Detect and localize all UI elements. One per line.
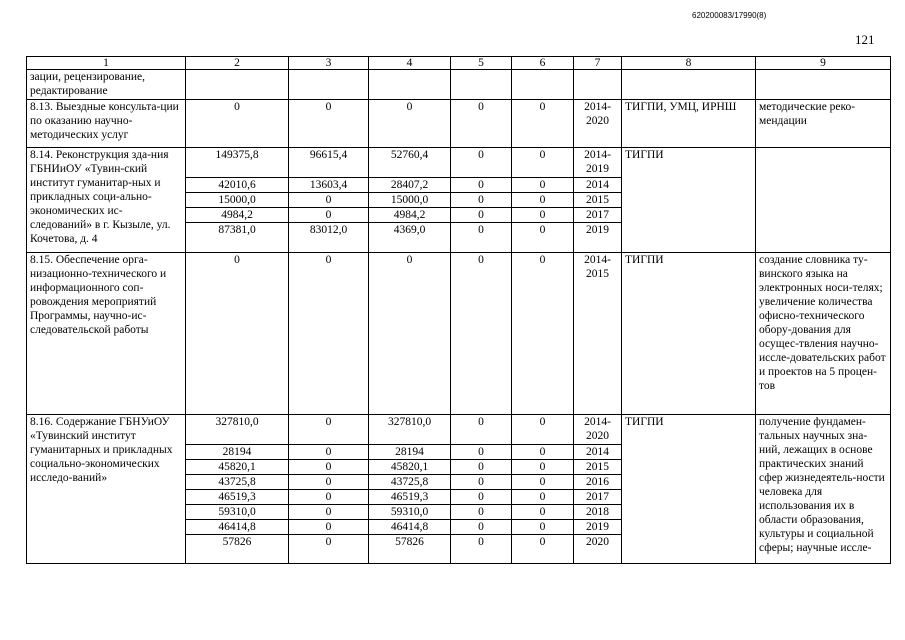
col-header: 5 [451, 57, 512, 70]
value-local: 0 [451, 460, 512, 475]
value-total: 149375,8 [186, 148, 289, 178]
value-total: 57826 [186, 535, 289, 564]
period: 2017 [574, 208, 622, 223]
measure-name: зации, рецензирование, редактирование [27, 70, 186, 100]
value-republic: 0 [369, 253, 451, 415]
period: 2020 [574, 535, 622, 564]
value-federal: 0 [289, 460, 369, 475]
measure-name: 8.16. Содержание ГБНУиОУ «Тувинский институт гуманитарных и прикладных социально-экономических исследо-ваний» [27, 415, 186, 564]
value-republic: 46519,3 [369, 490, 451, 505]
value-local: 0 [451, 148, 512, 178]
value-republic: 59310,0 [369, 505, 451, 520]
value-other: 0 [512, 253, 574, 415]
period: 2016 [574, 475, 622, 490]
value-total: 45820,1 [186, 460, 289, 475]
value-local: 0 [451, 415, 512, 445]
col-header: 6 [512, 57, 574, 70]
period: 2018 [574, 505, 622, 520]
col-header: 2 [186, 57, 289, 70]
table-row [27, 148, 891, 178]
value-other: 0 [512, 535, 574, 564]
value-republic: 4984,2 [369, 208, 451, 223]
value-republic: 45820,1 [369, 460, 451, 475]
period: 2014-2015 [574, 253, 622, 415]
value-federal: 83012,0 [289, 223, 369, 253]
value-federal: 0 [289, 415, 369, 445]
period: 2019 [574, 223, 622, 253]
col-header: 8 [622, 57, 756, 70]
value-total: 4984,2 [186, 208, 289, 223]
period: 2019 [574, 520, 622, 535]
value-other: 0 [512, 415, 574, 445]
col-header: 1 [27, 57, 186, 70]
col-header: 4 [369, 57, 451, 70]
value-local: 0 [451, 178, 512, 193]
value-republic: 46414,8 [369, 520, 451, 535]
value-other: 0 [512, 100, 574, 148]
table-row [27, 415, 891, 445]
executor: ТИГПИ [622, 253, 756, 415]
value-other: 0 [512, 223, 574, 253]
value-total: 46519,3 [186, 490, 289, 505]
period: 2015 [574, 193, 622, 208]
value-other: 0 [512, 178, 574, 193]
value-federal: 13603,4 [289, 178, 369, 193]
value-other: 0 [512, 193, 574, 208]
result: получение фундамен-тальных научных зна-ний, лежащих в основе практических знаний сфер жизнедеятель-ности человека для использования их в области образования, культуры и социальной сферы; научные иссле- [756, 415, 891, 564]
result: методические реко-мендации [756, 100, 891, 148]
value-federal: 0 [289, 475, 369, 490]
program-table [26, 56, 891, 564]
result: создание словника ту-винского языка на электронных носи-телях; увеличение количества офисно-технического обору-дования для осущес-твления научно-иссле-довательских работ и проектов на 5 процен-тов [756, 253, 891, 415]
value-local: 0 [451, 505, 512, 520]
period: 2015 [574, 460, 622, 475]
value-republic: 0 [369, 100, 451, 148]
period: 2014 [574, 178, 622, 193]
executor: ТИГПИ [622, 148, 756, 253]
value-local: 0 [451, 208, 512, 223]
value-federal: 0 [289, 520, 369, 535]
executor: ТИГПИ [622, 415, 756, 564]
value-local: 0 [451, 100, 512, 148]
period: 2014-2020 [574, 415, 622, 445]
value-federal: 0 [289, 253, 369, 415]
value-total: 42010,6 [186, 178, 289, 193]
period: 2014-2019 [574, 148, 622, 178]
value-other: 0 [512, 460, 574, 475]
value-local: 0 [451, 223, 512, 253]
period: 2014-2020 [574, 100, 622, 148]
value-republic: 57826 [369, 535, 451, 564]
value-total: 59310,0 [186, 505, 289, 520]
value-total: 0 [186, 253, 289, 415]
value-republic: 52760,4 [369, 148, 451, 178]
value-total: 0 [186, 100, 289, 148]
value-total: 28194 [186, 445, 289, 460]
value-federal: 0 [289, 535, 369, 564]
value-federal: 0 [289, 445, 369, 460]
value-federal: 0 [289, 505, 369, 520]
measure-name: 8.14. Реконструкция зда-ния ГБНИиОУ «Тувин-ский институт гуманитар-ных и прикладных соци-ально-экономических ис-следований» в г. Кызыле, ул. Кочетова, д. 4 [27, 148, 186, 253]
period: 2017 [574, 490, 622, 505]
value-local: 0 [451, 253, 512, 415]
value-total: 43725,8 [186, 475, 289, 490]
header-row [27, 57, 891, 70]
value-total: 327810,0 [186, 415, 289, 445]
measure-name: 8.13. Выездные консульта-ции по оказанию научно-методических услуг [27, 100, 186, 148]
value-other: 0 [512, 490, 574, 505]
value-republic: 327810,0 [369, 415, 451, 445]
value-local: 0 [451, 490, 512, 505]
value-federal: 0 [289, 208, 369, 223]
value-other: 0 [512, 445, 574, 460]
value-total: 15000,0 [186, 193, 289, 208]
value-other: 0 [512, 148, 574, 178]
value-federal: 0 [289, 100, 369, 148]
value-other: 0 [512, 505, 574, 520]
value-federal: 96615,4 [289, 148, 369, 178]
value-other: 0 [512, 208, 574, 223]
value-total: 87381,0 [186, 223, 289, 253]
value-federal: 0 [289, 193, 369, 208]
value-republic: 15000,0 [369, 193, 451, 208]
value-local: 0 [451, 535, 512, 564]
value-republic: 4369,0 [369, 223, 451, 253]
value-local: 0 [451, 445, 512, 460]
table-row [27, 100, 891, 148]
table-row [27, 253, 891, 415]
col-header: 3 [289, 57, 369, 70]
value-republic: 43725,8 [369, 475, 451, 490]
value-local: 0 [451, 520, 512, 535]
col-header: 7 [574, 57, 622, 70]
value-total: 46414,8 [186, 520, 289, 535]
value-federal: 0 [289, 490, 369, 505]
document-code: 620200083/17990(8) [692, 11, 767, 20]
page-number: 121 [855, 32, 875, 47]
value-other: 0 [512, 520, 574, 535]
value-republic: 28194 [369, 445, 451, 460]
result [756, 148, 891, 253]
table-row [27, 70, 891, 100]
value-other: 0 [512, 475, 574, 490]
value-local: 0 [451, 193, 512, 208]
col-header: 9 [756, 57, 891, 70]
measure-name: 8.15. Обеспечение орга-низационно-технического и информационного соп-ровождения мероприятий Программы, научно-ис-следовательской работы [27, 253, 186, 415]
executor: ТИГПИ, УМЦ, ИРНШ [622, 100, 756, 148]
period: 2014 [574, 445, 622, 460]
value-local: 0 [451, 475, 512, 490]
value-republic: 28407,2 [369, 178, 451, 193]
